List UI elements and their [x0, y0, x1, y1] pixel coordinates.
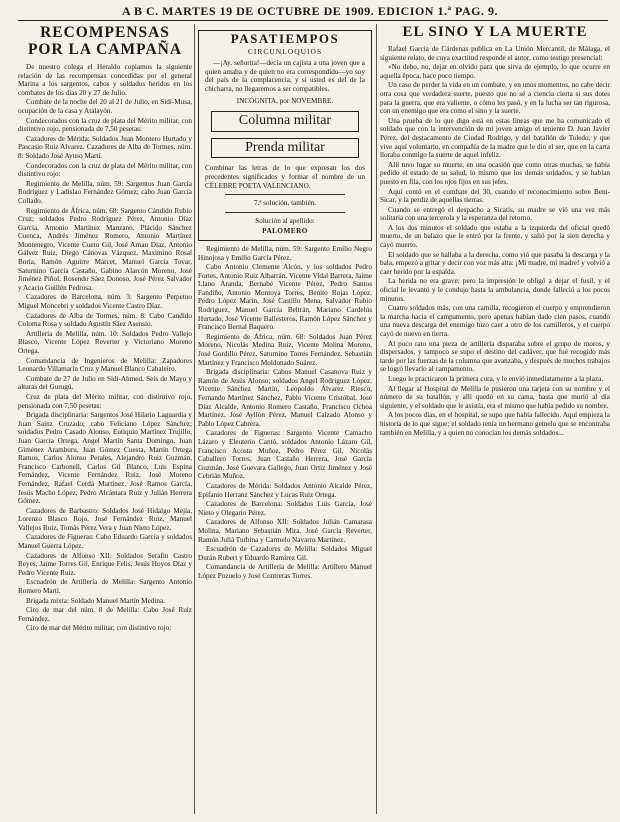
- paragraph: Un caso de perder la vida en un combate, y en unos momentos, no cabe decir otra cosa que verdadera suerte, puesto que no sé a ciencia cierta si sus dotes para la guerra, que era valiente, o cómo les pasó, y en la lucha ser tan rigurosa, con un enemigo que era como el sino y la suerte.: [380, 81, 610, 116]
- paragraph: Ciro de mar del núm. 8 de Melilla: Cabo José Ruiz Fernández.: [18, 606, 192, 623]
- paragraph: De nuestro colega el Heraldo copiamos la siguiente relación de las recompensas concedidas por el general Marina a los sargentos, cabos y soldados heridos en los combates de los días 20 y 27 de Julio.: [18, 63, 192, 97]
- paragraph: Cazadores de Barbastro: Soldados José Hidalgo Mejía, Lorenzo Blasco Rojo, José Fernández Ruiz, Manuel Vallejos Ruiz, Tomás Pérez Vera y Juan Nieto López.: [18, 506, 192, 532]
- paragraph: Al llegar al Hospital de Melilla le pusieron una tarjeta con su nombre y el número de su batallón, y allí quedó en su cama, hasta que murió al día siguiente, y el soldado que le asistía, era el mismo que había pedido su nombre.: [380, 384, 610, 410]
- article-title-sino: EL SINO Y LA MUERTE: [402, 24, 588, 40]
- paragraph: Regimiento de Melilla, núm. 59: Sargentos Juan García Rodríguez y Ladislao Fernández Gómez; cabo Juan García Collado.: [18, 179, 192, 205]
- paragraph: Combate de la noche del 20 al 21 de Julio, en Sidi-Musa, ocupación de la casa y Atalayón.: [18, 98, 192, 115]
- col3-body: [380, 45, 610, 437]
- paragraph: Rafael García de Cárdenas publica en La Unión Mercantil, de Málaga, el siguiente relato, de cuya exactitud responde el autor, como testigo presencial:: [380, 45, 610, 62]
- divider: [225, 194, 345, 195]
- page-header: A B C. MARTES 19 DE OCTUBRE DE 1909. EDICION 1.ª PAG. 9.: [122, 4, 498, 18]
- word-box-columna: Columna militar: [211, 111, 359, 132]
- paragraph: Escuadrón de Cazadores de Melilla: Soldados Miguel Durán Rubert y Eduardo Ramírez Gil.: [198, 545, 372, 562]
- paragraph: Cabo Antonio Clemente Alcón, y los soldados Pedro Fortes, Antonio Ruiz Albarrán, Vicente Vidal Barrera, Jaime Llano Aranda, Bernabé Vicente Pérez, Pedro Santos Fandiño, Antonio Montoya Torres, Benito Rojas López, Pedro López Marín, José Castillo Mena, Salvador Rubio Rodríguez, Manuel García Beltrán, Mariano Cardelús Hurtado, José Vicente Ballesteros, Ramón López Sánchez y Francisco Bernal Baquero.: [198, 263, 372, 332]
- paragraph: Cuatro soldados más, con una camilla, recogieron el cuerpo y emprendieron la marcha hacia el campamento, pero apenas habían dado cien pasos, cuando una nueva descarga del enemigo hizo caer a otro de los camilleros, y el cuerpo cayó de nuevo en tierra.: [380, 304, 610, 338]
- paragraph: Cuando se entregó el despacho a Sicatis, su madre se vió una vez más solitaria con una tercerola y la esperanza del retorno.: [380, 205, 610, 223]
- solution-line: 7.ª solución, también.: [253, 199, 317, 208]
- paragraph: Brigada disciplinaria: Cabos Manuel Casanova Ruiz y Ramón de Jesús Alonso; soldados Angel Rodríguez López, Vicente Sánchez Martín, Leopoldo Álvarez Riesco, Fernando Martínez Sánchez, Pablo Vicente Cristóbal, José Díaz Alcalde, Antonio Romero Castaño, Francisco Ochoa Martínez, José Ayllón Pérez, Manuel Calzado Alonso y Pablo López Cabrera.: [198, 368, 372, 428]
- paragraph: Escuadrón de Artillería de Melilla: Sargento Antonio Romero Martí.: [18, 578, 192, 596]
- paragraph: Brigada mixta: Soldado Manuel Martín Medina.: [26, 596, 165, 605]
- pasatiempos-title: PASATIEMPOS: [230, 31, 340, 46]
- paragraph: La herida no era grave; pero la impresión le obligó a dejar el fusil, y el oficial le levantó y le condujo hasta la ambulancia, donde falleció a los pocos minutos.: [380, 277, 610, 303]
- paragraph: Condecorados con la cruz de plata del Mérito militar, con distintivo rojo:: [18, 161, 192, 179]
- paragraph: Cruz de plata del Mérito militar, con distintivo rojo, pensionada con 7,50 pesetas:: [18, 392, 192, 410]
- paragraph: Al poco rato una pieza de artillería disparaba sobre el grupo de moros, y dispersados, y tampoco se supo el destino del cadáver, que fué recogido más tarde por las fuerzas de la columna que avanzaba, y después de muchos trabajos se logró llevarlo al campamento.: [380, 339, 610, 374]
- paragraph: A los dos minutos el soldado que estaba a la izquierda del oficial quedó muerto, de un balazo que le entró por la frente, y salió por la sien derecha y cayó muerto.: [380, 223, 610, 250]
- article-title-recompensas: RECOMPENSAS: [40, 24, 170, 41]
- column-pasatiempos: [198, 24, 372, 816]
- col1-body: [18, 63, 192, 633]
- circunloquio-text: —¡Ay, señorita!—decía un cajista a una joven que a quien amaba y de quien no era correspondido—yo soy del país de la complacencia, y si usted es del de la chicharra, no llegaremos a ser compatibles.: [205, 59, 365, 93]
- paragraph: Artillería de Melilla, núm. 10: Soldados Pedro Vallejo Blasco, Vicente López Reverter y Victoriano Moreno Ortega.: [18, 329, 192, 355]
- paragraph: Ciro de mar del Mérito militar, con distintivo rojo:: [26, 624, 172, 633]
- puzzle-instructions: Combinar las letras de lo que expresan los dos precedentes significados y formar el nombre de un CÉLEBRE POETA VALENCIANO.: [205, 164, 365, 190]
- paragraph: Cazadores de Mérida: Soldados Antonio Alcalde Pérez, Epifanio Herranz Sánchez y Lucas Ruiz Ortega.: [198, 481, 372, 499]
- paragraph: Comandancia de Artillería de Melilla: Artillero Manuel López Pozuelo y José Contreras Torres.: [198, 563, 372, 580]
- divider: [225, 212, 345, 213]
- solution-label: Solución al apellido:: [255, 216, 315, 225]
- column-sino-muerte: [380, 24, 610, 816]
- incognita-label: INCÓGNITA, por NOVEMBRE.: [236, 96, 334, 105]
- paragraph: Cazadores de Barcelona: Soldados Luis García, José Nieto y Olegario Pérez.: [198, 500, 372, 517]
- header-rule: [18, 20, 608, 21]
- paragraph: «No debo, no, dejar en olvido para que sirva de ejemplo, lo que ocurre en aquella época, hace poco tiempo.: [380, 63, 610, 80]
- paragraph: Aquí contó en el combate del 30, cuando el reconocimiento sobre Beni-Sicar, y la perdiz de aquellas tierras.: [380, 187, 610, 205]
- paragraph: Cazadores de Alfonso XII: Soldados Julián Camarasa Molina, Mariano Sebastián Mira, José García Reverter, Ramón Juliá Turbina y Carmelo Navarro Martínez.: [198, 518, 372, 544]
- paragraph: Regimiento de África, núm. 68: Soldados Juan Pérez Moreno, Nicolás Medina Ruiz, Vicente Molina Moreno, José Gordillo Pérez, Saturnino Torres Fernández, Sebastián Martínez y Francisco Moldonado Suárez.: [198, 332, 372, 367]
- pasatiempos-subtitle: CIRCUNLOQUIOS: [247, 46, 323, 56]
- article-subtitle-campana: POR LA CAMPAÑA: [27, 41, 183, 58]
- word-box-prenda: Prenda militar: [211, 138, 359, 159]
- paragraph: Cazadores de Alba de Tormes, núm. 8: Cabo Candido Coloma Rosa y soldado Agustín Sáez Asensio.: [18, 311, 192, 329]
- column-divider-1: [194, 24, 195, 814]
- paragraph: Combate de 27 de Julio en Sidi-Ahmed, Seis de Mayo y alturas del Gurugú.: [18, 374, 192, 392]
- paragraph: Una prueba de lo que digo está en estas líneas que me ha comunicado el soldado que con la intervención de mi joven amigo el teniente D. Juan Javier Pérez, del destacamento de Ciudad Rodrigo, y del batallón de Toledo, y que vive aquí voluntario, en compañía de la madre que le dio el ser, que en la carta lloraba conmigo la suerte de aquel infeliz.: [380, 116, 610, 160]
- column-divider-2: [376, 24, 377, 814]
- paragraph: Regimiento de África, núm. 68: Sargento Cándido Rubio Cruz; soldados Pedro Rodríguez Pérez, Antonio Díaz García, Antonio Martínez Manzano, Plácido Sánchez Cuenca, Andrés Jiménez Romero, Antonio Martínez Montenegro, Vicente Cueto Gil, José Arnau Díaz, Antonio Gálvez Ruiz, Diego Cánovas Vázquez, Maximino Rosal Boria, Ramón Aguirre Marcet, Manuel García Tovar, Saturnino García Castaño, Gabino Alarcón Moreno, José Jiménez Piñol, Rosendo Sáez Donoso, José Pérez Salvador y Acacio Guillén Pedrosa.: [18, 206, 192, 292]
- paragraph: Allí tuvo lugar su muerte, en una ocasión que como otras muchas, se había pedido el estado de su salud, lo mismo que los demás soldados, y se habían puesto en fila, con los ojos fijos en sus jefes.: [380, 160, 610, 186]
- paragraph: Cazadores de Alfonso XII: Soldados Serafín Castro Reyes, Jaime Torres Gil, Enrique Felis, Jesús Hoyos Díaz y Pedro Vicente Ruiz.: [18, 551, 192, 577]
- pasatiempos-box: [198, 30, 372, 241]
- paragraph: Luego le practicaron la primera cura, y le envió inmediatamente a la plaza.: [388, 374, 604, 383]
- solution-word: PALOMERO: [262, 227, 308, 236]
- paragraph: Cazadores de Figueras: Cabo Eduardo García y soldados Manuel Guerra López.: [18, 533, 192, 551]
- col2-body: [198, 245, 372, 581]
- paragraph: El soldado que se hallaba a la derecha, como vió que pasaba la descarga y la bala, empezó a gritar y decir con voz más alta: ¡Mi madre, mi madre! y volvió a caer herido por la espalda.: [380, 250, 610, 276]
- paragraph: Cazadores de Barcelona, núm. 3: Sargento Perpetuo Miguel Moncebri y soldados Vicente Castro Díaz.: [18, 293, 192, 311]
- paragraph: A los pocos días, en el hospital, se supo que había fallecido. Aquí empieza la historia de lo que sigue; el soldado tenía un hermano gemelo que se encontraba también en Melilla, y a quien no conocían los demás soldados...: [380, 411, 610, 437]
- paragraph: Cazadores de Figueras: Sargento Vicente Camacho Lázaro y Eleuterio Cantó, soldados Antonio Lázaro Gil, Francisco Acosta Muñoz, Pedro Pérez Gil, Nicolás Caballero Torres, Juan Castaño Herrera, José García Guzmán, José Guevara Gallego, Juan Ortiz Jiménez y José Cebrián Muñoz.: [198, 429, 372, 481]
- paragraph: Brigada disciplinaria: Sargentos José Hilario Laguardia y Juan Sainz Cruzado; cabo Feliciano López Sánchez; soldados Pedro Casado Alonso, Eutiquio Martínez Trujillo, Juan García Ortega, Angel Martín Santa Domingo, Juan Giménez Aramburu, Juan Gómez Cuesta, Martín Ortega Ramos, Carlos Alonso Perales, Alejandro Ruiz Guzmán, Francisco Carbonell, Carlos Gil Blanco, Luis Espina Fernández, Vicente Fernández Ruiz, José Moreno Fernández, Rafael Cerdá Martínez, José Ramos García, Jesús Macho López, Pedro Alcántara Ruiz y Julián Herrera Gómez.: [18, 411, 192, 506]
- paragraph: Condecorados con la cruz de plata del Mérito militar, con distintivo rojo, pensionada de 7,50 pesetas:: [18, 116, 192, 134]
- column-recompensas: [18, 24, 192, 816]
- paragraph: Comandancia de Ingenieros de Melilla: Zapadores Leonardo Villamarín Cruz y Manuel Blanco Cabaleiro.: [18, 356, 192, 374]
- paragraph: Cazadores de Mérida: Soldados Juan Montero Hurtado y Pascasio Ruiz Alvarez. Cazadores de Alba de Tormes, núm. 8: Soldado José Ayuso Martí.: [18, 134, 192, 160]
- paragraph: Regimiento de Melilla, núm. 59: Sargento Emilio Negro Hinojosa y Emilio García Pérez.: [198, 244, 372, 262]
